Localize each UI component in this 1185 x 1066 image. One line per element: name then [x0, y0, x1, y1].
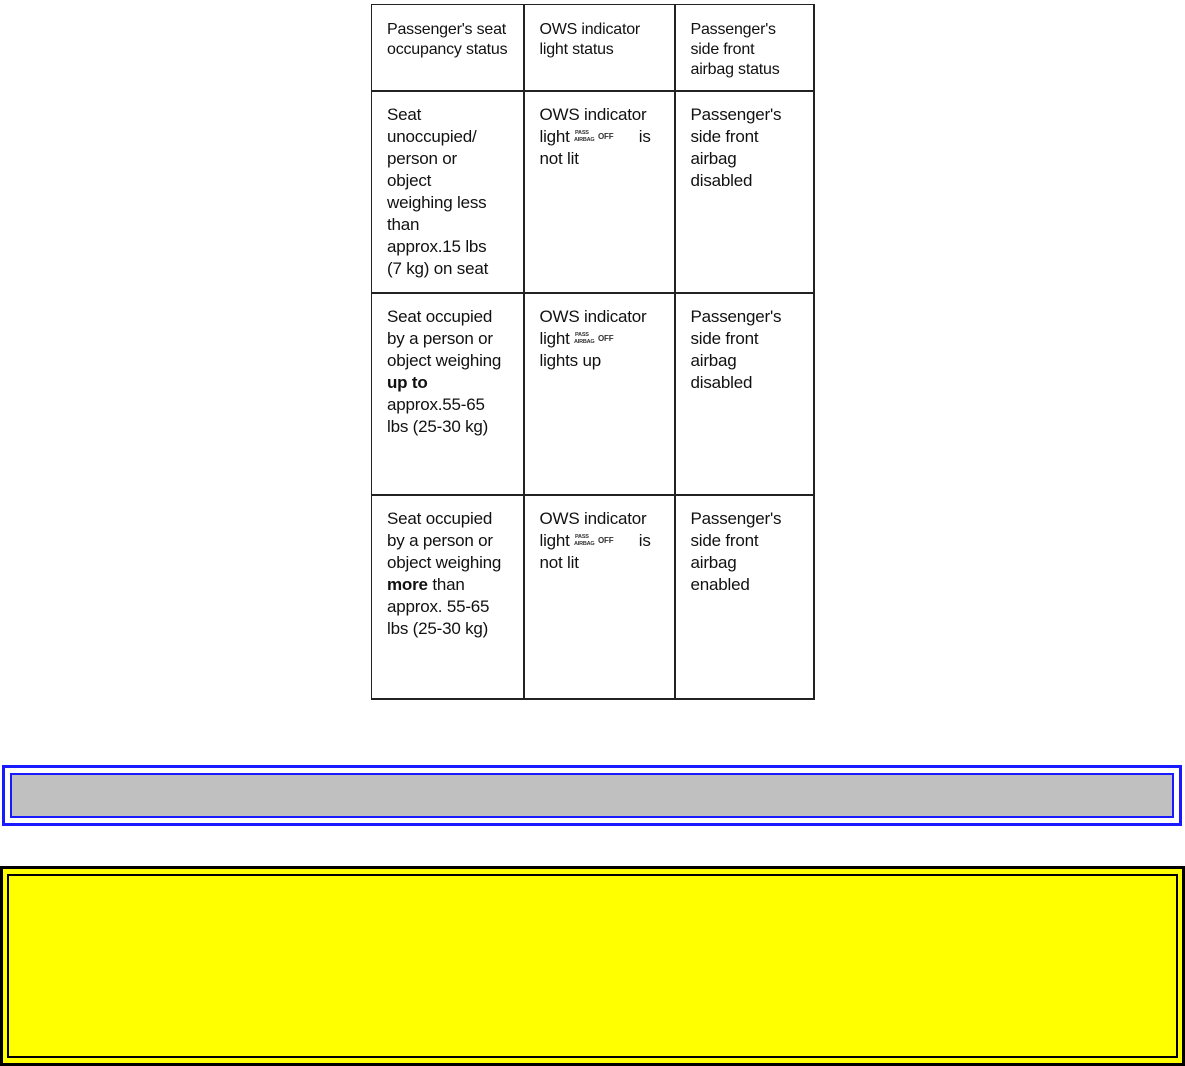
- pass-airbag-off-icon: [574, 532, 630, 548]
- row3-light-cell: [524, 495, 675, 699]
- pass-airbag-off-icon: [574, 128, 630, 144]
- row1-occupancy-line: weighing less: [387, 193, 487, 212]
- table-row: [372, 293, 814, 495]
- row3-airbag-cell: Passenger's side front airbag enabled: [690, 509, 782, 594]
- svg-text:PASS: PASS: [575, 130, 589, 136]
- row1-airbag-cell: Passenger's side front airbag disabled: [675, 91, 814, 293]
- row2-occupancy-bold: up to: [387, 373, 428, 392]
- row3-occupancy-before: Seat occupied by a person or object weighing: [387, 509, 502, 572]
- svg-text:PASS: PASS: [575, 332, 589, 338]
- row1-occupancy-line: than: [387, 215, 420, 234]
- ows-status-table: [371, 4, 815, 700]
- header-airbag-status: Passenger's side front airbag status: [675, 5, 814, 92]
- ows-status-table-container: [371, 4, 813, 700]
- pass-airbag-off-icon: [574, 330, 630, 346]
- row1-occupancy-line: (7 kg) on seat: [387, 259, 489, 278]
- row1-occupancy-line: Seat: [387, 105, 422, 124]
- row1-occupancy-line: unoccupied/: [387, 127, 477, 146]
- row1-occupancy-line: approx.15 lbs: [387, 237, 487, 256]
- svg-text:OFF: OFF: [598, 536, 614, 545]
- table-row: [372, 495, 814, 699]
- svg-text:PASS: PASS: [575, 534, 589, 540]
- warning-box-inner: [7, 874, 1178, 1058]
- row2-airbag-cell: Passenger's side front airbag disabled: [675, 293, 814, 495]
- svg-text:OFF: OFF: [598, 132, 614, 141]
- row3-light-suffix: is not lit: [539, 531, 651, 572]
- table-row: [372, 91, 814, 293]
- row2-light-suffix: lights up: [539, 351, 602, 370]
- row1-light-cell: [524, 91, 675, 293]
- row3-occupancy-cell: [372, 495, 524, 699]
- svg-text:AIRBAG: AIRBAG: [574, 541, 595, 547]
- row1-light-suffix: is not lit: [539, 127, 651, 168]
- row2-occupancy-cell: [372, 293, 524, 495]
- row1-occupancy-line: person or: [387, 149, 458, 168]
- svg-text:OFF: OFF: [598, 334, 614, 343]
- row3-occupancy-after: than approx. 55-65 lbs (25-30 kg): [387, 575, 490, 638]
- section-divider-bar: [2, 765, 1182, 826]
- row2-light-prefix: OWS indicator light: [539, 307, 647, 348]
- row3-light-prefix: OWS indicator light: [539, 509, 647, 550]
- header-occupancy-status: Passenger's seat occupancy status: [372, 5, 524, 92]
- svg-text:AIRBAG: AIRBAG: [574, 137, 595, 143]
- row2-occupancy-after: approx.55-65 lbs (25-30 kg): [387, 395, 489, 436]
- row1-occupancy-line: object: [387, 171, 432, 190]
- row2-occupancy-before: Seat occupied by a person or object weighing: [387, 307, 502, 370]
- row1-occupancy-cell: [372, 91, 524, 293]
- header-ows-indicator-status: OWS indicator light status: [524, 5, 675, 92]
- row1-light-prefix: OWS indicator light: [539, 105, 647, 146]
- row2-light-cell: [524, 293, 675, 495]
- row3-occupancy-bold: more: [387, 575, 428, 594]
- table-header-row: [372, 5, 814, 92]
- warning-box: [0, 866, 1185, 1066]
- svg-text:AIRBAG: AIRBAG: [574, 339, 595, 345]
- section-divider-bar-fill: [10, 773, 1174, 818]
